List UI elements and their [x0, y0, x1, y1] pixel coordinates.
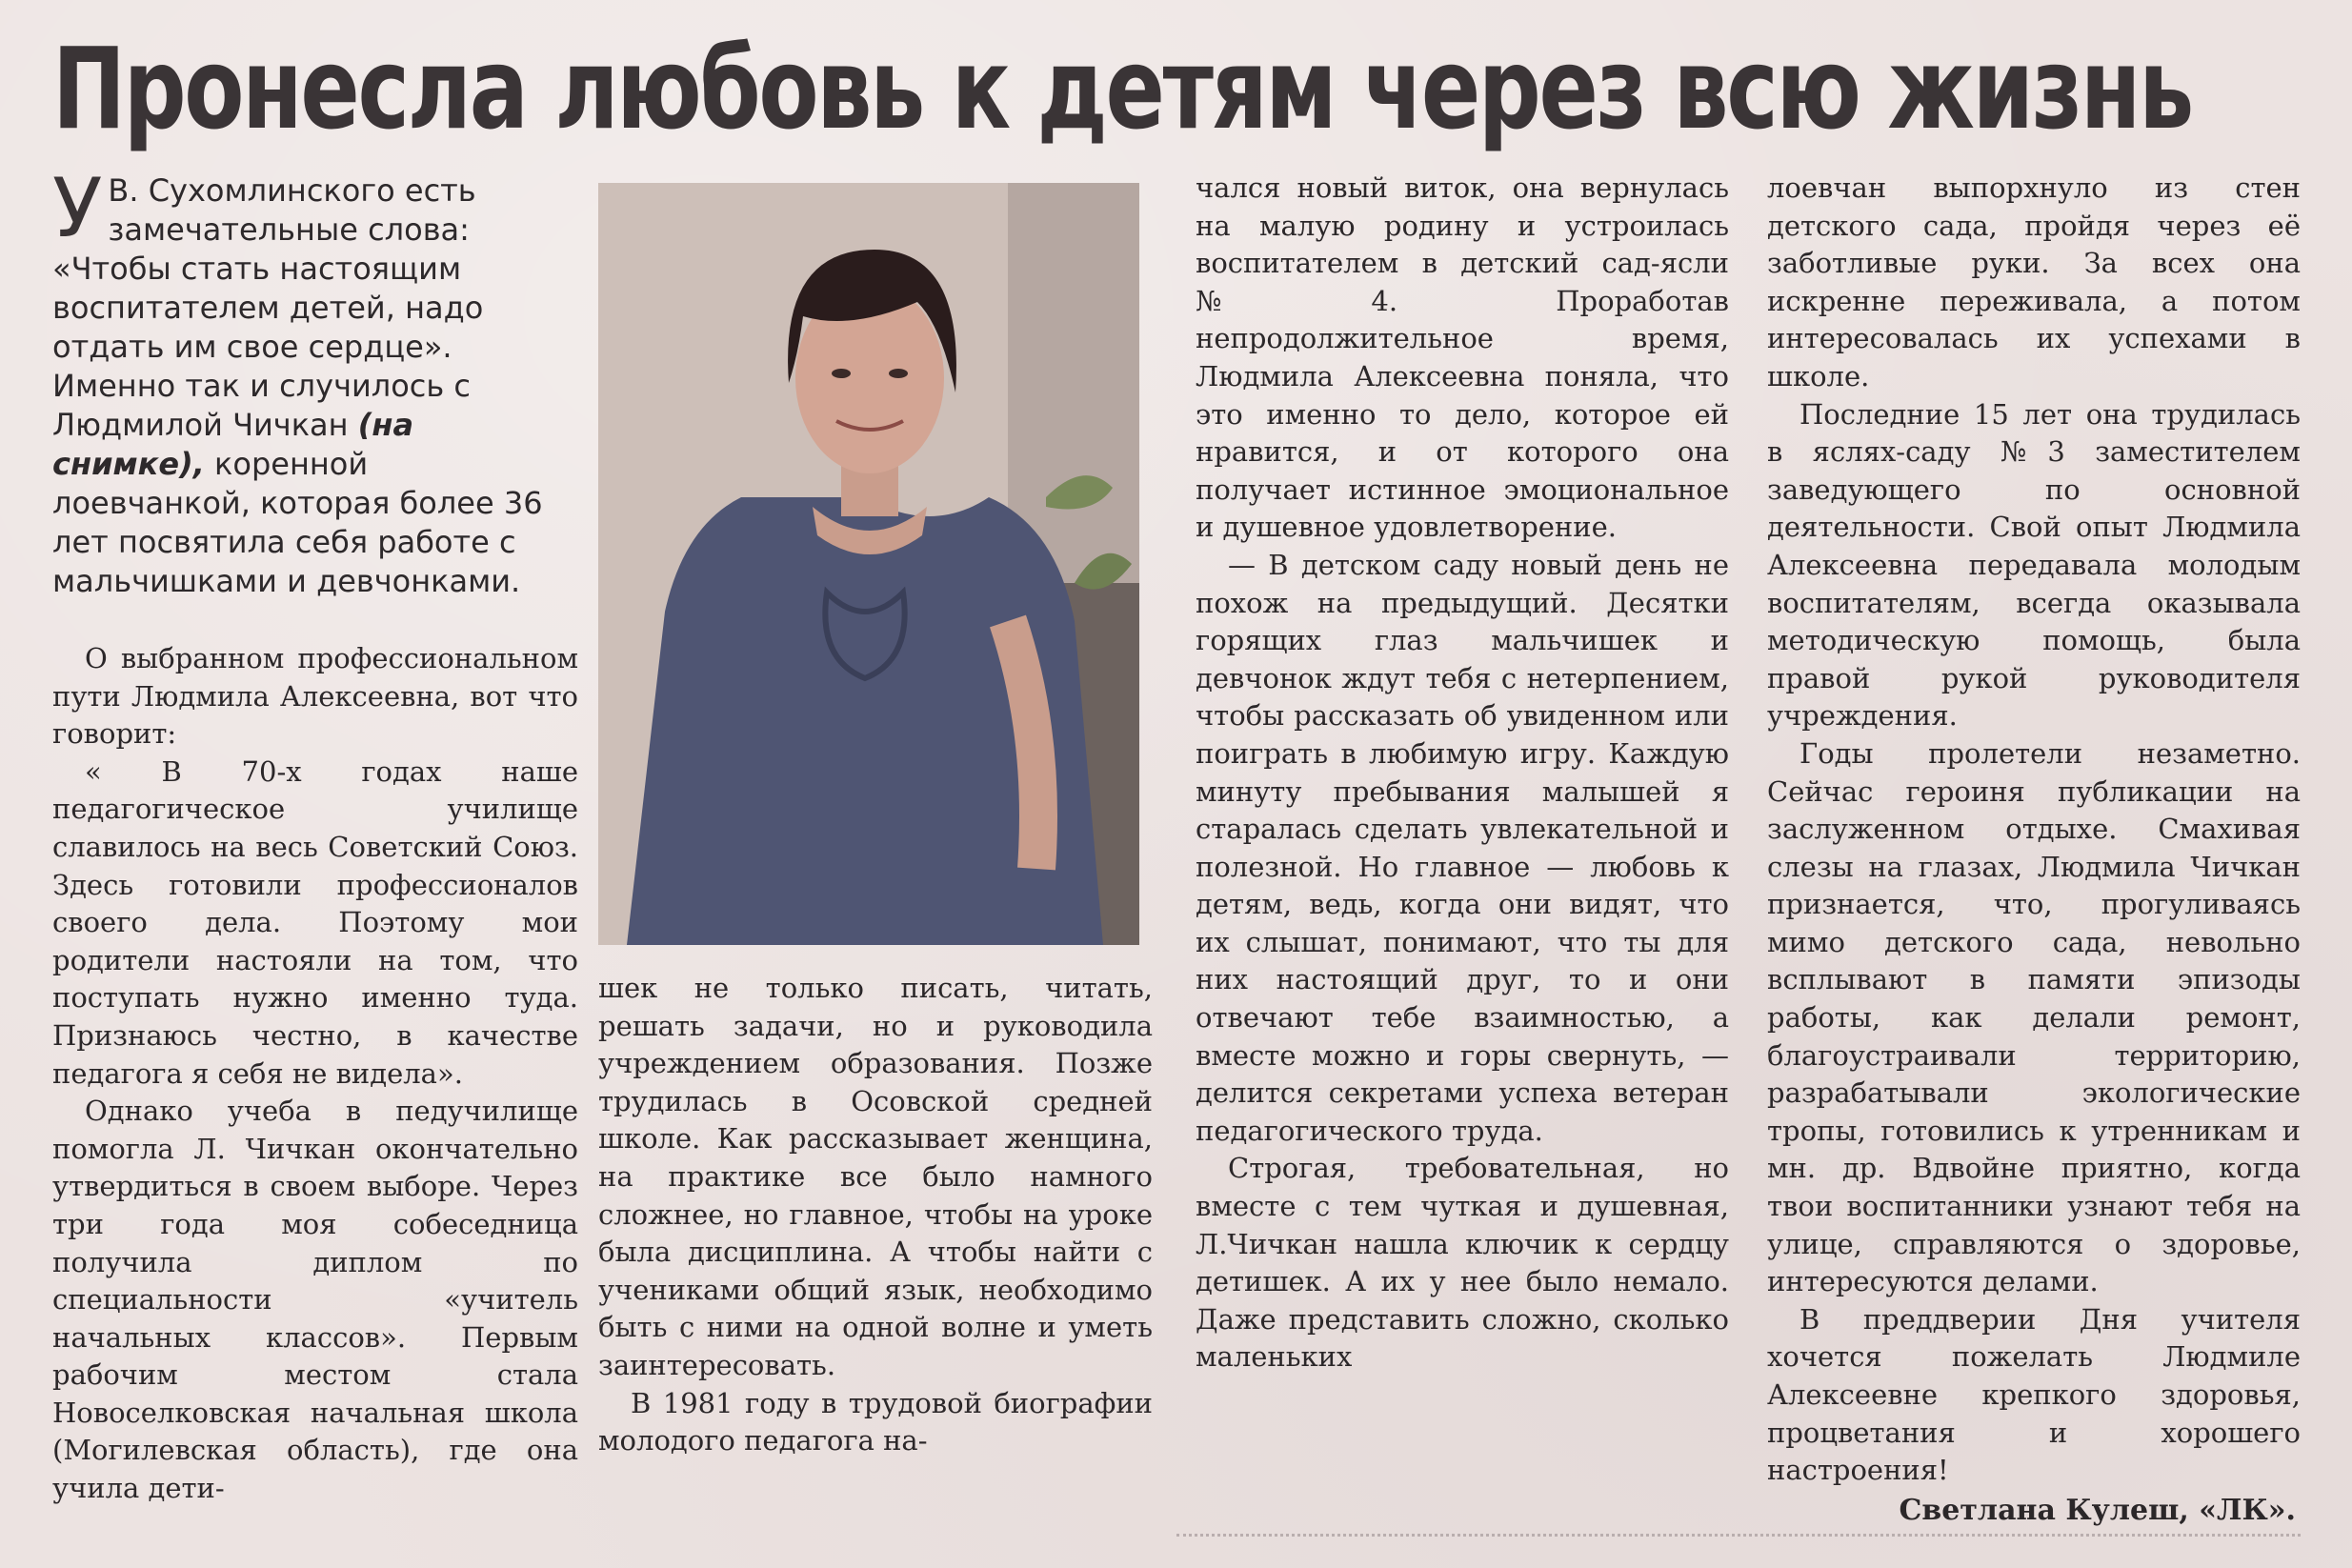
paragraph: шек не только писать, читать, решать задачи, но и руководила учреждением образования. Позже трудилась в Осовской средней школе. Как рассказывает женщина, на практике все было намного сложнее, но главное, чтобы на уроке была дисциплина. А чтобы найти с учениками общий язык, необходимо быть с ними на одной волне и уметь заинтересовать. [598, 972, 1153, 1381]
headline: Пронесла любовь к детям через всю жизнь [52, 23, 2193, 154]
paragraph: Годы пролетели незаметно. Сейчас героиня публикации на заслуженном отдыхе. Смахивая слезы на глазах, Людмила Чичкан признается, что, прогуливаясь мимо детского сада, невольно всплывают в памяти эпизоды работы, как делали ремонт, благоустраивали территорию, разрабатывали экологические тропы, готовились к утренникам и мн. др. Вдвойне приятно, когда твои воспитанники узнают тебя на улице, справляются о здоровье, интересуются делами. [1767, 736, 2301, 1298]
photo-note: (на снимке), [52, 407, 414, 482]
paragraph: В 1981 году в трудовой биографии молодого педагога на- [598, 1386, 1153, 1457]
lead-paragraph [52, 161, 567, 601]
divider [1176, 1534, 2301, 1540]
lead-text-before: В. Сухомлинского есть замечательные слова: «Чтобы стать настоящим воспитателем детей, надо отдать им свое сердце». Именно так и случилось с Людмилой Чичкан [52, 172, 484, 443]
paragraph: О выбранном профессиональном пути Людмила Алексеевна, вот что говорит: [52, 642, 578, 751]
paragraph: « В 70-х годах наше педагогическое училище славилось на весь Советский Союз. Здесь готовили профессионалов своего дела. Поэтому мои родители настояли на том, что поступать нужно именно туда. Признаюсь честно, в качестве педагога я себя не видела». [52, 754, 578, 1090]
paragraph: чался новый виток, она вернулась на малую родину и устроилась воспитателем в детский сад-ясли №4. Проработав непродолжительное время, Людмила Алексеевна поняла, что это именно то дело, которое ей нравится, и от которого она получает истинное эмоциональное и душевное удовлетворение. [1196, 171, 1729, 544]
lead-text-after: коренной лоевчанкой, которая более 36 лет посвятила себя работе с мальчишками и девчонками. [52, 446, 543, 599]
column-2 [598, 970, 1153, 1460]
portrait-illustration [598, 183, 1139, 945]
column-4 [1767, 170, 2301, 1490]
paragraph: — В детском саду новый день не похож на предыдущий. Десятки горящих глаз мальчишек и девчонок ждут тебя с нетерпением, чтобы рассказать об увиденном или поиграть в любимую игру. Каждую минуту пребывания малышей я старалась сделать увлекательной и полезной. Но главное — любовь к детям, ведь, когда они видят, что их слышат, понимают, что ты для них настоящий друг, то и они отвечают тебе взаимностью, а вместе можно и горы свернуть, — делится секретами успеха ветеран педагогического труда. [1196, 548, 1729, 1147]
paragraph: лоевчан выпорхнуло из стен детского сада, пройдя через её заботливые руки. За всех она искренне переживала, а потом интересовалась их успехами в школе. [1767, 171, 2301, 392]
paragraph: Однако учеба в педучилище помогла Л. Чичкан окончательно утвердиться в своем выборе. Через три года моя собеседница получила диплом по специальности «учитель начальных классов». Первым рабочим местом стала Новоселковская начальная школа (Могилевская область), где она учила дети- [52, 1095, 578, 1505]
column-1 [52, 640, 578, 1508]
column-3 [1196, 170, 1729, 1377]
paragraph: Строгая, требовательная, но вместе с тем чуткая и душевная, Л.Чичкан нашла ключик к сердцу детишек. А их у нее было немало. Даже представить сложно, сколько маленьких [1196, 1152, 1729, 1374]
author-signature: Светлана Кулеш, «ЛК». [1899, 1494, 2296, 1527]
portrait-photo [598, 183, 1139, 945]
drop-cap: У [52, 161, 103, 256]
paragraph: В преддверии Дня учителя хочется пожелать Людмиле Алексеевне крепкого здоровья, процветания и хорошего настроения! [1767, 1302, 2301, 1487]
paragraph: Последние 15 лет она трудилась в яслях-саду №3 заместителем заведующего по основной деятельности. Свой опыт Людмила Алексеевна передавала молодым воспитателям, всегда оказывала методическую помощь, была правой рукой руководителя учреждения. [1767, 397, 2301, 733]
